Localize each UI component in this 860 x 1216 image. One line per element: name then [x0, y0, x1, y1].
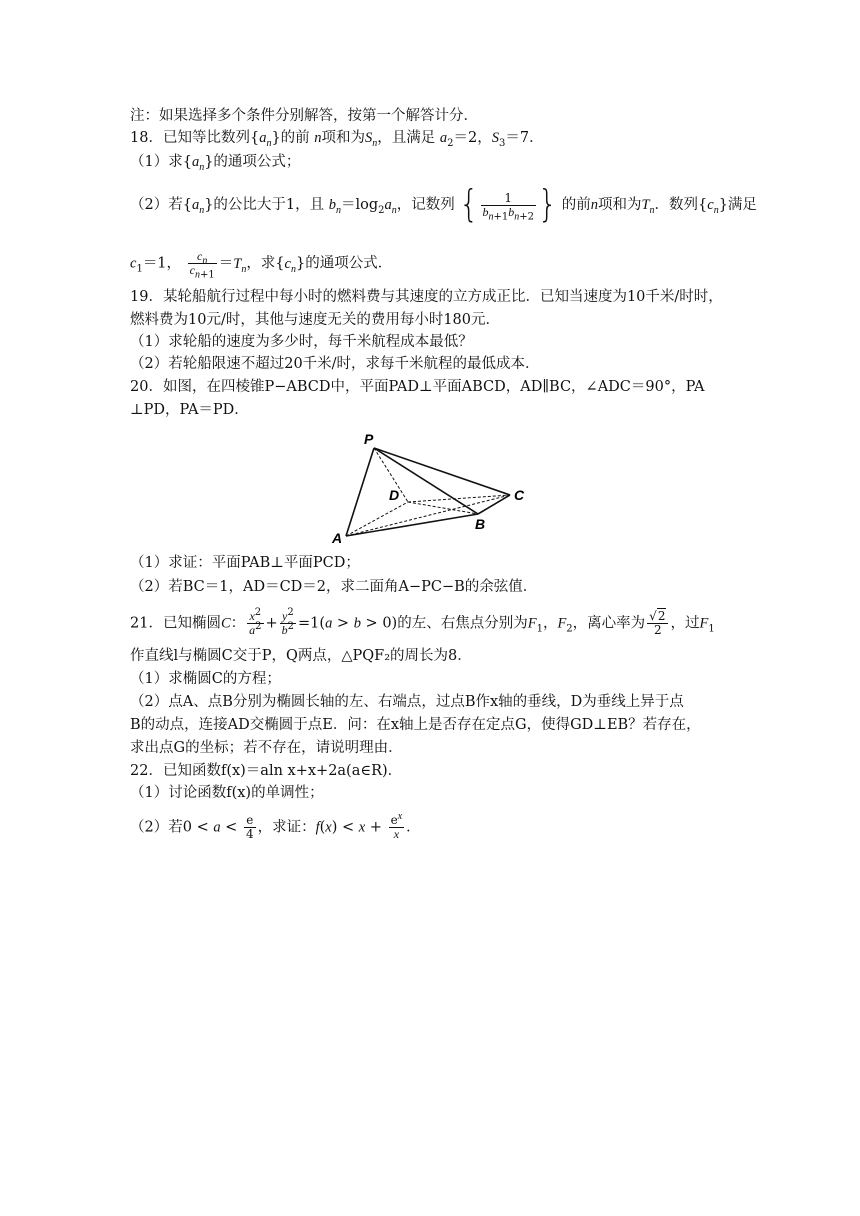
- q22-part2: （2）若0 < a < $\frac{e}{4}$ ，求证：f(x) < x + $\frac{e^x}{x}$ ．: [130, 811, 421, 841]
- eccentricity-fraction: $\frac{√2}{2}$: [647, 610, 668, 637]
- q20-line2: ⊥PD，PA＝PD．: [130, 402, 249, 418]
- q22-line1: 22．已知函数f(x)＝aln x+x+2a(a∈R)．: [130, 763, 403, 779]
- label-B: B: [475, 516, 486, 532]
- q20-part1: （1）求证：平面PAB⊥平面PCD；: [130, 555, 360, 571]
- q18-sequence-fraction: $\frac{1}{b_{n+1}b_{n+2}}$: [482, 190, 534, 222]
- q21-part2-l3: 求出点G的坐标；若不存在，请说明理由．: [130, 740, 403, 756]
- note-line: 注：如果选择多个条件分别解答，按第一个解答计分．: [130, 108, 478, 124]
- edge-DC: [408, 495, 510, 502]
- q18-ratio-fraction: $\frac{c_n}{c_{n+1}}$: [189, 249, 215, 281]
- q21-part1: （1）求椭圆C的方程；: [130, 671, 281, 687]
- q21-line2: 作直线l与椭圆C交于P，Q两点，△PQF₂的周长为8．: [130, 648, 472, 664]
- q18-part2: （2）若$\{a_n\}$的公比大于1，且 $b_n=\log_2a_n$，记数列 { $\frac{1}{b_{n+1}b_{n+2}}$ } 的前n项和为$T_n$．数列$\{c_n\}$满足: [130, 182, 757, 227]
- q18-stem: 18．已知等比数列$\{a_n\}$的前 n项和为$S_n$，且满足 $a_2=2$，$S_3=7$．: [130, 130, 544, 149]
- q19-part1: （1）求轮船的速度为多少时，每千米航程成本最低？: [130, 334, 473, 350]
- q20-part2: （2）若BC＝1，AD＝CD＝2，求二面角A−PC−B的余弦值．: [130, 579, 538, 595]
- label-A: A: [332, 530, 343, 546]
- q21-line1: 21．已知椭圆C： $\frac{x^2}{a^2}$ + $\frac{y^2}{b^2}$ =1(a > b > 0)的左、右焦点分别为$F_1$，$F_2$，离心率为 $\frac{√2}{2}$ ，过$F_1$: [130, 607, 715, 637]
- q19-line1: 19．某轮船航行过程中每小时的燃料费与其速度的立方成正比．已知当速度为10千米/时时，: [130, 289, 723, 305]
- q18-part2-cont: $c_1=1$， $\frac{c_n}{c_{n+1}}$ $=T_n$，求$\{c_n\}$的通项公式．: [130, 249, 393, 281]
- q19-line2: 燃料费为10元/时，其他与速度无关的费用每小时180元．: [130, 312, 501, 328]
- label-D: D: [389, 487, 400, 503]
- pyramid-figure: [320, 428, 540, 548]
- edge-BC: [478, 495, 510, 514]
- q18-part1: （1）求$\{a_n\}$的通项公式；: [130, 154, 301, 173]
- label-P: P: [364, 431, 374, 447]
- edge-PB: [374, 448, 478, 514]
- q19-part2: （2）若轮船限速不超过20千米/时，求每千米航程的最低成本．: [130, 356, 540, 372]
- q20-line1: 20．如图，在四棱锥P−ABCD中，平面PAD⊥平面ABCD，AD∥BC，∠ADC＝90°，PA: [130, 379, 705, 395]
- edge-AC: [346, 495, 510, 536]
- label-C: C: [514, 487, 525, 503]
- q21-part2-l1: （2）点A、点B分别为椭圆长轴的左、右端点，过点B作x轴的垂线，D为垂线上异于点: [130, 694, 684, 710]
- q22-part1: （1）讨论函数f(x)的单调性；: [130, 785, 324, 801]
- q21-part2-l2: B的动点，连接AD交椭圆于点E．问：在x轴上是否存在定点G，使得GD⊥EB？若存在，: [130, 717, 701, 733]
